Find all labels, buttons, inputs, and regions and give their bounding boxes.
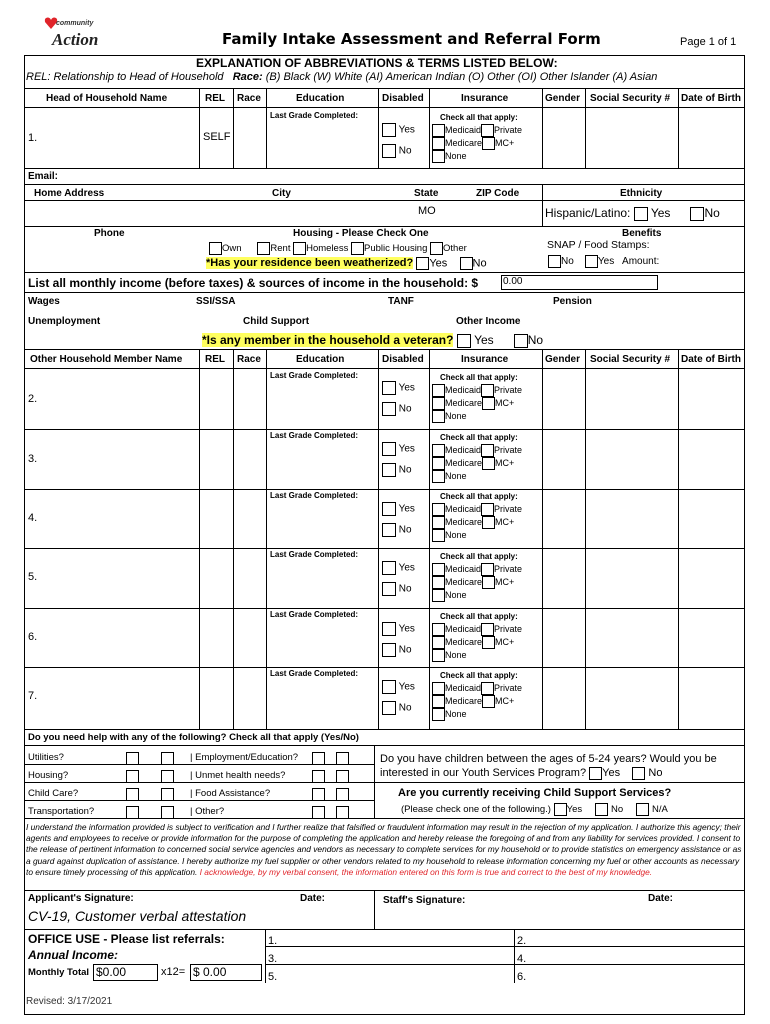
housing-options: Own Rent Homeless Public Housing Other [209,242,467,255]
veteran-row: *Is any member in the household a veteran? Yes No [202,333,544,347]
income-tanf: TANF [388,296,414,307]
disabled-yes[interactable]: Yes [382,442,415,456]
disabled-no[interactable]: No [382,701,412,715]
private-checkbox[interactable] [481,124,494,137]
public-housing-checkbox[interactable] [351,242,364,255]
member-row-number: 3. [28,453,38,465]
col-member-dob: Date of Birth [681,354,741,365]
city-label: City [272,188,291,199]
checkbox[interactable] [382,123,396,137]
page-number: Page 1 of 1 [680,36,737,48]
disabled-no[interactable]: No [382,643,412,657]
col-insurance: Insurance [461,93,509,104]
annual-income-label: Annual Income: [28,948,119,962]
disabled-no[interactable]: No [382,582,412,596]
insurance-options: Check all that apply: Medicaid Private Medicare MC+ None [432,669,522,721]
youth-yes-checkbox[interactable] [589,767,602,780]
disabled-yes[interactable]: Yes [382,680,415,694]
income-pension: Pension [553,296,592,307]
verbal-consent-statement: I acknowledge, by my verbal consent, the information entered on this form is true and correct to the best of my knowledge. [199,866,653,877]
last-grade-label: Last Grade Completed: [270,550,359,559]
logo-small-text: community [56,20,94,27]
child-support-na-checkbox[interactable] [636,803,649,816]
weatherized-yes-checkbox[interactable] [416,257,429,270]
col-gender: Gender [545,93,581,104]
applicant-date-label: Date: [300,893,326,904]
medicare-checkbox[interactable] [432,137,445,150]
disabled-yes[interactable]: Yes [382,561,415,575]
housing-label: Housing - Please Check One [293,228,429,239]
income-ssi: SSI/SSA [196,296,236,307]
youth-no-checkbox[interactable] [632,767,645,780]
col-member-name: Other Household Member Name [30,354,183,365]
col-member-disabled: Disabled [382,354,424,365]
income-unemployment: Unemployment [28,316,101,327]
email-label: Email: [28,171,59,182]
child-support-yes-checkbox[interactable] [554,803,567,816]
explanation-line [26,71,657,83]
hispanic-no-checkbox[interactable] [690,207,704,221]
page-title: Family Intake Assessment and Referral Form [222,30,601,48]
help-mid-checkboxes [312,750,349,822]
snap-no-checkbox[interactable] [548,255,561,268]
hoh-rel-value: SELF [203,131,231,143]
help-heading: Do you need help with any of the following? Check all that apply (Yes/No) [28,732,359,743]
phone-label: Phone [94,228,125,239]
youth-question: Do you have children between the ages of 5-24 years? Would you be interested in our Youth Services Program? Yes No [380,753,717,779]
col-race: Race [237,93,261,104]
income-heading: List all monthly income (before taxes) & sources of income in the household: $ [28,276,479,290]
race-codes: (B) Black (W) White (AI) American Indian (O) Other (OI) Other Islander (A) Asian [265,71,658,83]
member-row-number: 5. [28,571,38,583]
disabled-yes[interactable]: Yes [382,622,415,636]
income-other: Other Income [456,316,521,327]
none-checkbox[interactable] [432,150,445,163]
veteran-no-checkbox[interactable] [514,334,528,348]
rent-checkbox[interactable] [257,242,270,255]
last-grade-label: Last Grade Completed: [270,371,359,380]
insurance-options: Check all that apply: Medicaid Private Medicare MC+ None [432,490,522,542]
disabled-yes-row[interactable]: Yes [382,123,415,137]
disabled-yes[interactable]: Yes [382,502,415,516]
col-hoh-name: Head of Household Name [46,93,168,104]
checkbox[interactable] [382,144,396,158]
monthly-total-input[interactable]: $0.00 [93,964,158,981]
monthly-income-input[interactable]: 0.00 [501,275,658,290]
x12-label: x12= [161,966,186,978]
snap-options: No Yes Amount: [548,255,659,268]
benefits-label: Benefits [622,228,662,239]
monthly-total-label: Monthly Total [28,967,90,978]
veteran-question: *Is any member in the household a veteran? [202,333,454,347]
own-checkbox[interactable] [209,242,222,255]
rel-explanation: REL: Relationship to Head of Household [26,71,224,83]
help-left-checkboxes [126,750,174,822]
col-education: Education [296,93,345,104]
state-value: MO [418,205,436,217]
weatherized-question: *Has your residence been weatherized? [206,257,414,270]
member-row-number: 6. [28,631,38,643]
last-grade-label: Last Grade Completed: [270,610,359,619]
disabled-no[interactable]: No [382,523,412,537]
state-label: State [414,188,439,199]
insurance-options: Check all that apply: Medicaid Private Medicare MC+ None [432,111,522,163]
referrals-left: 1. 3. 5. [268,935,278,983]
legal-statement: I understand the information provided is subject to verification and I further realize that falsified or fraudulent information may result in the rejection of my application. I authorize this agency; their agents and employees to receive or provide information for the purpose of completing the application and hereby release the foregoing of and from any liability for services provided. I consent to the release of pertinent information to concerned social service agencies and vendors as necessary to complete services for my household or to provide statistics on emergency assistance or as a guard against duplication of assistance. I hereby authorize my fuel supplier or other vendors related to my household to release information concerning my fuel or other accounts as necessary to ensure timely processing of this application. I acknowledge, by my verbal consent, the information entered on this form is true and correct to the best of my knowledge. [26,822,742,877]
ethnicity-label: Ethnicity [620,188,663,199]
child-support-question: Are you currently receiving Child Support Services? [398,787,672,799]
col-rel: REL [205,93,225,104]
insurance-options: Check all that apply: Medicaid Private Medicare MC+ None [432,431,522,483]
last-grade-label: Last Grade Completed: [270,111,359,120]
child-support-options: (Please check one of the following.) Yes No N/A [401,804,668,816]
weatherized-no-checkbox[interactable] [460,257,473,270]
col-ssn: Social Security # [590,93,671,104]
mc-plus-checkbox[interactable] [482,137,495,150]
weatherized-row: *Has your residence been weatherized? Yes No [206,257,487,270]
col-member-insurance: Insurance [461,354,509,365]
hoh-row-number: 1. [28,132,38,144]
col-dob: Date of Birth [681,93,741,104]
insurance-options: Check all that apply: Medicaid Private Medicare MC+ None [432,610,522,662]
disabled-no[interactable]: No [382,402,412,416]
veteran-yes-checkbox[interactable] [457,334,471,348]
child-support-no-checkbox[interactable] [595,803,608,816]
help-left-list: Utilities? Housing? Child Care? Transportation? [28,752,95,817]
col-member-rel: REL [205,354,225,365]
logo-name: Action [52,30,99,49]
col-member-race: Race [237,354,261,365]
last-grade-label: Last Grade Completed: [270,491,359,500]
applicant-signature-value[interactable]: CV-19, Customer verbal attestation [28,908,247,924]
homeless-checkbox[interactable] [293,242,306,255]
home-address-label: Home Address [34,188,105,199]
last-grade-label: Last Grade Completed: [270,431,359,440]
last-grade-label: Last Grade Completed: [270,669,359,678]
medicaid-checkbox[interactable] [432,124,445,137]
other-housing-checkbox[interactable] [430,242,443,255]
help-mid-list: | Employment/Education? | Unmet health needs? | Food Assistance? | Other? [190,752,299,817]
office-use-heading: OFFICE USE - Please list referrals: [28,932,225,946]
staff-signature-label: Staff's Signature: [383,895,466,906]
hispanic-row: Hispanic/Latino: Yes No [545,206,720,220]
income-wages: Wages [28,296,60,307]
race-label: Race: [232,71,263,83]
col-disabled: Disabled [382,93,424,104]
disabled-no[interactable]: No [382,463,412,477]
snap-yes-checkbox[interactable] [585,255,598,268]
referrals-right: 2. 4. 6. [517,935,527,983]
zip-label: ZIP Code [476,188,520,199]
member-row-number: 2. [28,393,38,405]
disabled-yes[interactable]: Yes [382,381,415,395]
insurance-options: Check all that apply: Medicaid Private Medicare MC+ None [432,550,522,602]
revised-date: Revised: 3/17/2021 [26,996,113,1007]
col-member-gender: Gender [545,354,581,365]
member-row-number: 7. [28,690,38,702]
applicant-signature-label: Applicant's Signature: [28,893,134,904]
staff-date-label: Date: [648,893,674,904]
disabled-no-row[interactable]: No [382,144,412,158]
hispanic-yes-checkbox[interactable] [634,207,648,221]
annual-total-input[interactable]: $ 0.00 [190,964,262,981]
col-member-ssn: Social Security # [590,354,671,365]
col-member-education: Education [296,354,345,365]
snap-label: SNAP / Food Stamps: [547,239,650,251]
explanation-heading: EXPLANATION OF ABBREVIATIONS & TERMS LISTED BELOW: [196,56,558,70]
income-child-support: Child Support [243,316,310,327]
insurance-options: Check all that apply: Medicaid Private Medicare MC+ None [432,371,522,423]
member-row-number: 4. [28,512,38,524]
